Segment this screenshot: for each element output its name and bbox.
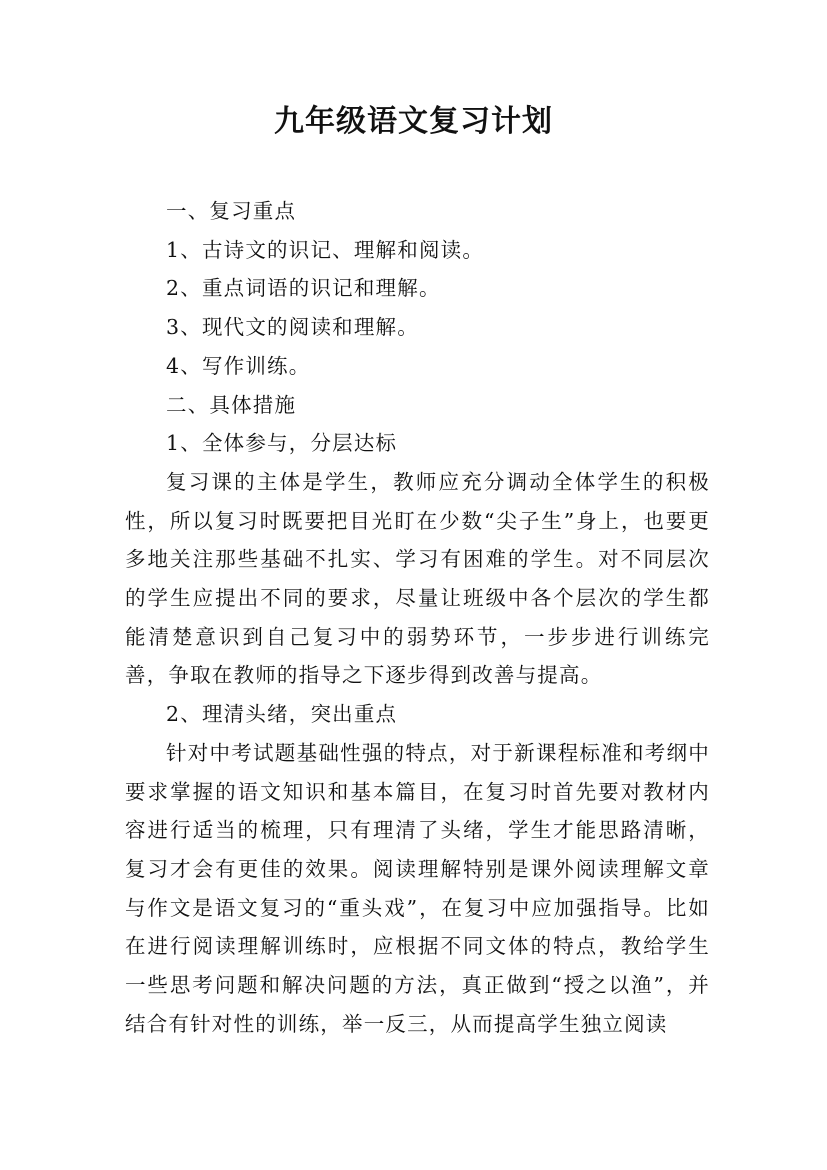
document-body (125, 192, 710, 1043)
list-item: 3、现代文的阅读和理解。 (166, 315, 419, 340)
subheading: 1、全体参与，分层达标 (166, 431, 398, 456)
section-heading-measures: 二、具体措施 (166, 392, 297, 417)
list-item: 1、古诗文的识记、理解和阅读。 (166, 237, 485, 262)
list-item: 2、重点词语的识记和理解。 (166, 276, 441, 301)
list-item: 4、写作训练。 (166, 353, 311, 378)
document-title: 九年级语文复习计划 (274, 104, 553, 139)
body-paragraph: 针对中考试题基础性强的特点，对于新课程标准和考纲中要求掌握的语文知识和基本篇目，在复习时首先要对教材内容进行适当的梳理，只有理清了头绪，学生才能思路清晰，复习才会有更佳的效果。阅读理解特别是课外阅读理解文章与作文是语文复习的“重头戏”，在复习中应加强指导。比如在进行阅读理解训练时，应根据不同文体的特点，教给学生一些思考问题和解决问题的方法，真正做到“授之以渔”，并结合有针对性的训练，举一反三，从而提高学生独立阅读 (125, 740, 710, 1036)
subheading: 2、理清头绪，突出重点 (166, 702, 398, 727)
section-heading-review-focus: 一、复习重点 (166, 199, 297, 223)
body-paragraph: 复习课的主体是学生，教师应充分调动全体学生的积极性，所以复习时既要把目光盯在少数“尖子生”身上，也要更多地关注那些基础不扎实、学习有困难的学生。对不同层次的学生应提出不同的要求，尽量让班级中各个层次的学生都能清楚意识到自己复习中的弱势环节，一步步进行训练完善，争取在教师的指导之下逐步得到改善与提高。 (125, 469, 710, 688)
